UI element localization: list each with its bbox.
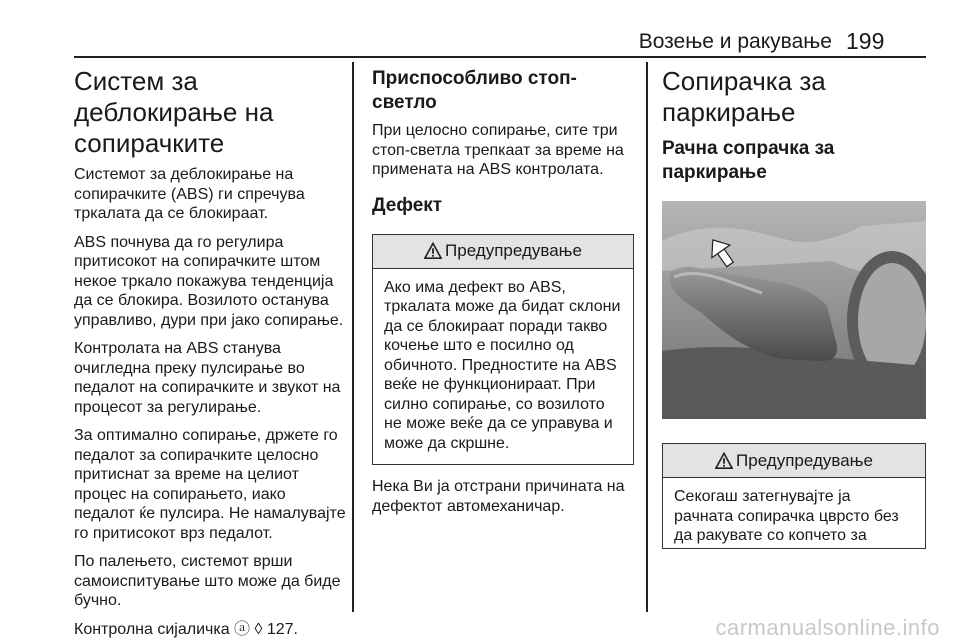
brake-light-heading: Приспособливо стоп-светло — [372, 68, 577, 113]
parking-brake-heading: Сопирачка за паркирање — [662, 66, 826, 127]
watermark: carmanualsonline.info — [715, 615, 940, 640]
page-number: 199 — [846, 28, 885, 54]
column-brake-light — [372, 60, 634, 516]
abs-heading: Систем за деблокирање на сопирачките — [74, 66, 274, 158]
warning-triangle-icon — [715, 452, 733, 470]
abs-paragraph: Контролата на ABS станува очигледна преку пулсирање во педалот на сопирачките и звукот на процесот за регулирање. — [74, 340, 341, 416]
column-divider-1 — [352, 62, 354, 612]
page-header — [0, 0, 960, 60]
warning-triangle-icon — [424, 242, 442, 260]
warning-title: Предупредување — [445, 241, 582, 260]
column-parking-brake — [662, 60, 926, 549]
warning-header — [663, 444, 925, 478]
abs-paragraph: ABS почнува да го регулира притисокот на сопирачките штом некое тркало покажува тенденција да се блокира. Возилото останува управливо, дури при јако сопирање. — [74, 233, 344, 329]
column-divider-2 — [646, 62, 648, 612]
column-abs — [74, 60, 346, 639]
warning-text: Ако има дефект во ABS, тркалата може да бидат склони да се блокираат поради такво кочење што е посилно од обичното. Предностите на ABS веќе не функционираат. При силно сопирање, со возилото не може веќе да се управува и може да скршне. — [384, 278, 621, 452]
abs-paragraph: По палењето, системот врши самоиспитување што може да биде бучно. — [74, 553, 341, 609]
fault-advice: Нека Ви ја отстрани причината на дефектот автомеханичар. — [372, 478, 625, 515]
hand-brake-subheading: Рачна сопрачка за паркирање — [662, 138, 835, 183]
section-title: Возење и ракување — [638, 30, 832, 53]
abs-paragraph: Системот за деблокирање на сопирачките (ABS) ги спречува тркалата да се блокираат. — [74, 166, 305, 222]
brake-light-intro: При целосно сопирање, сите три стоп-светла трепкаат за време на применaтa на ABS контролата. — [372, 122, 624, 178]
abs-indicator-reference[interactable]: Контролна сијаличка ⓐ ◊ 127. — [74, 620, 298, 638]
warning-header — [373, 235, 633, 269]
header-divider — [74, 56, 926, 58]
fault-subheading: Дефект — [372, 194, 443, 216]
abs-paragraph: За оптимално сопирање, држете го педалот за сопирачките целосно притиснат за време на целиот процес на сопирањето, иако педалот ќе пулсира. Не намалувајте го притисокот врз педалот. — [74, 427, 346, 542]
warning-title: Предупредување — [736, 450, 873, 470]
parking-warning-box — [662, 443, 926, 549]
hand-brake-illustration — [662, 201, 926, 419]
warning-text: Секогаш затегнувајте ја рачната сопирачка цврсто без да ракувате со копчето за — [674, 488, 899, 544]
hand-brake-photo — [662, 201, 926, 419]
warning-box — [372, 234, 634, 466]
